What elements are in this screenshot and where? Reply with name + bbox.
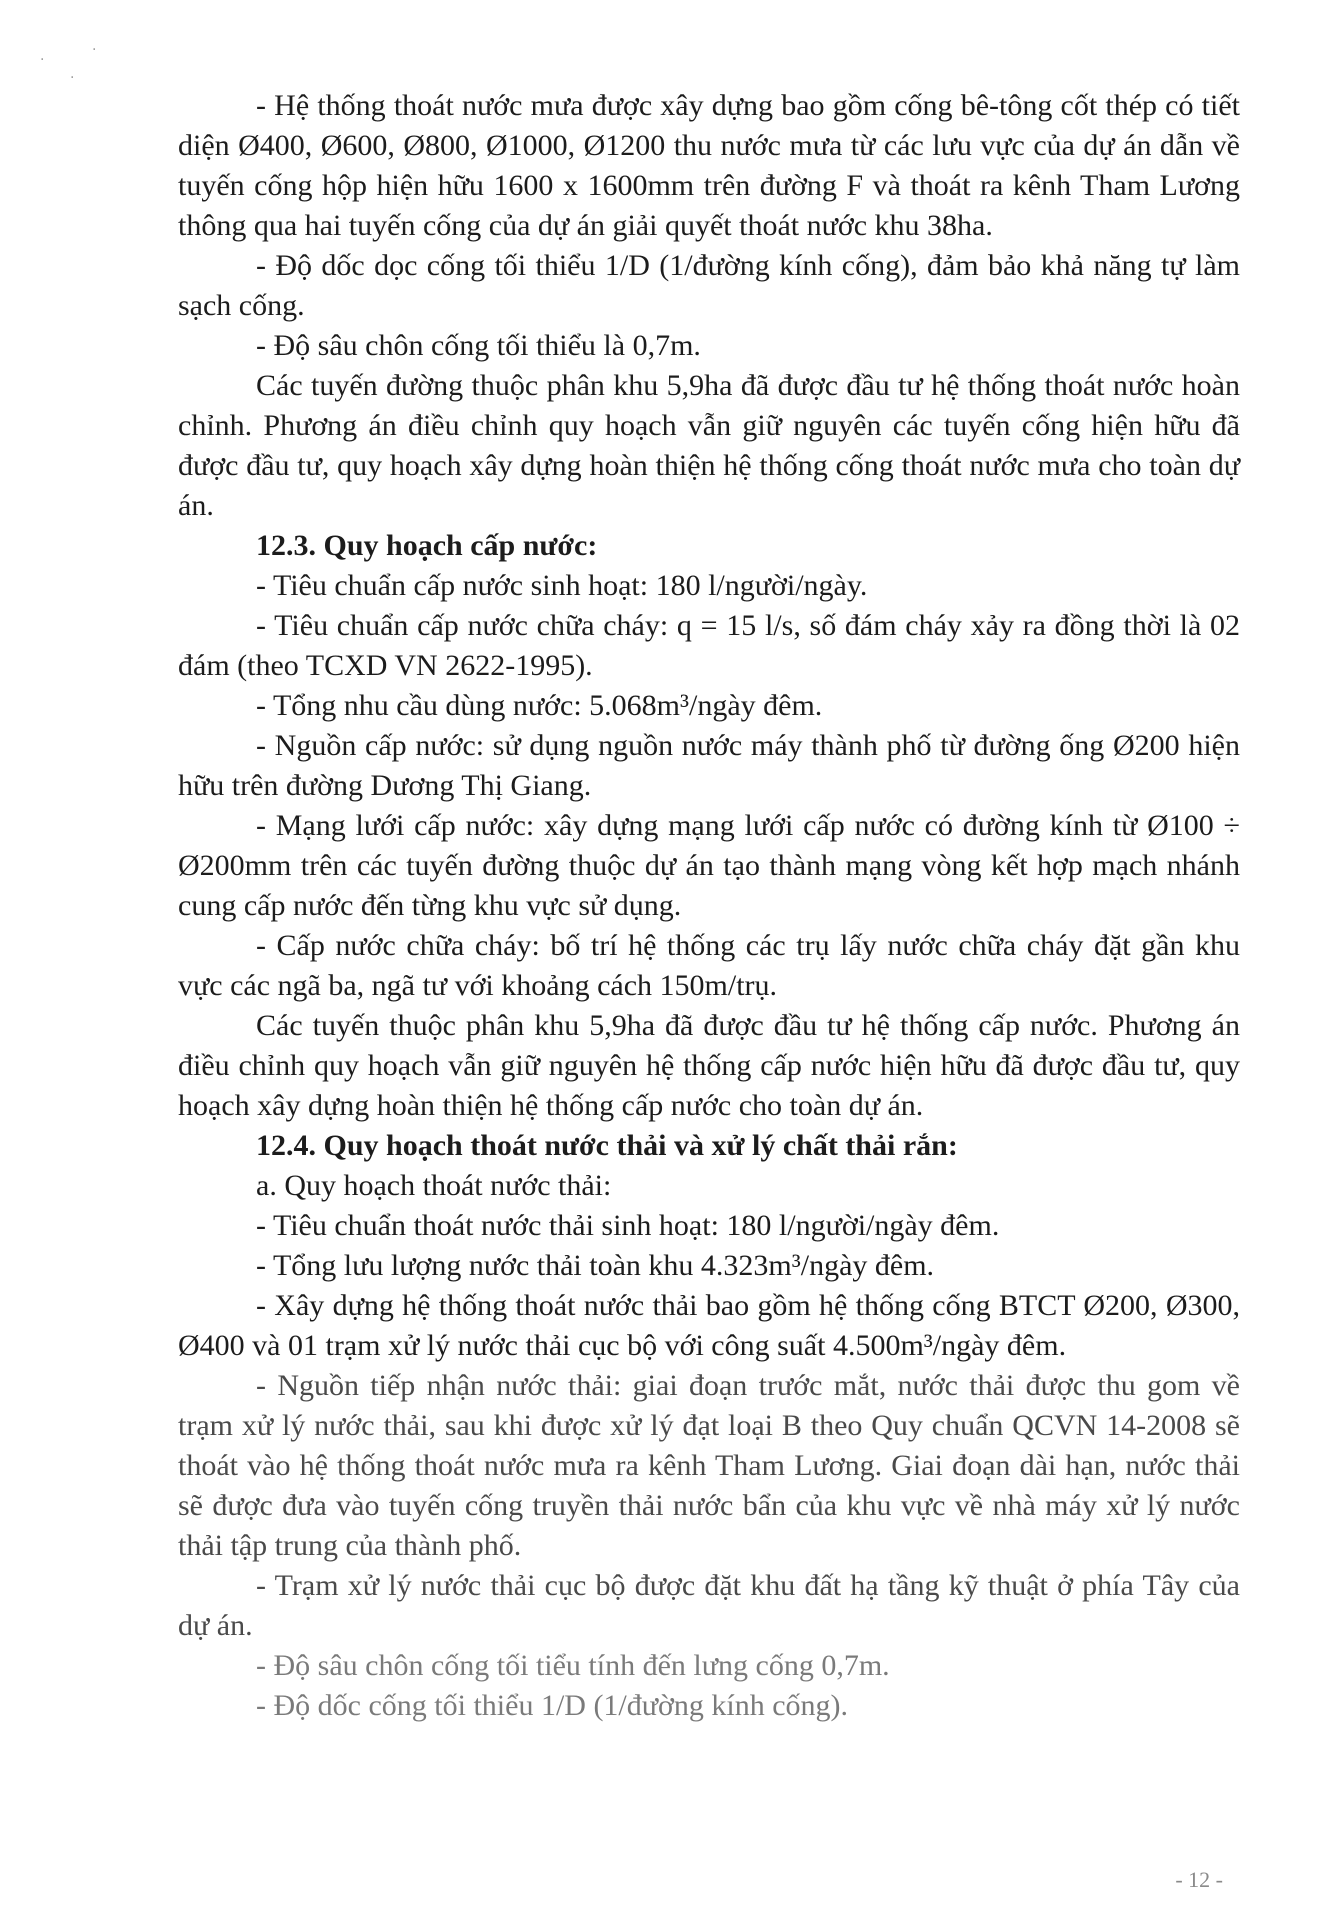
paragraph-drain-depth: - Độ sâu chôn cống tối thiểu là 0,7m. [256, 329, 701, 362]
paragraph-wastewater-receiver: - Nguồn tiếp nhận nước thải: giai đoạn trước mắt, nước thải được thu gom về trạm xử lý nước thải, sau khi được xử lý đạt loại B theo Quy chuẩn QCVN 14-2008 sẽ thoát vào hệ thống thoát nước mưa ra kênh Tham Lương. Giai đoạn dài hạn, nước thải sẽ được đưa vào tuyến cống truyền thải nước bẩn của khu vực về nhà máy xử lý nước thải tập trung của thành phố. [178, 1369, 1240, 1562]
paragraph-firefighting-standard: - Tiêu chuẩn cấp nước chữa cháy: q = 15 l/s, số đám cháy xảy ra đồng thời là 02 đám (theo TCXD VN 2622-1995). [178, 609, 1240, 682]
paragraph-drain-slope: - Độ dốc dọc cống tối thiểu 1/D (1/đường kính cống), đảm bảo khả năng tự làm sạch cống. [178, 249, 1240, 322]
paragraph-domestic-water-standard: - Tiêu chuẩn cấp nước sinh hoạt: 180 l/người/ngày. [256, 569, 868, 602]
paragraph-storm-drain-system: - Hệ thống thoát nước mưa được xây dựng bao gồm cống bê-tông cốt thép có tiết diện Ø400, Ø600, Ø800, Ø1000, Ø1200 thu nước mưa từ các lưu vực của dự án dẫn về tuyến cống hộp hiện hữu 1600 x 1600mm trên đường F và thoát ra kênh Tham Lương thông qua hai tuyến cống của dự án giải quyết thoát nước khu 38ha. [178, 89, 1240, 242]
paragraph-existing-drainage: Các tuyến đường thuộc phân khu 5,9ha đã được đầu tư hệ thống thoát nước hoàn chỉnh. Phương án điều chỉnh quy hoạch vẫn giữ nguyên các tuyến cống hiện hữu đã được đầu tư, quy hoạch xây dựng hoàn thiện hệ thống cống thoát nước mưa cho toàn dự án. [178, 369, 1240, 522]
paragraph-treatment-station: - Trạm xử lý nước thải cục bộ được đặt khu đất hạ tầng kỹ thuật ở phía Tây của dự án. [178, 1569, 1240, 1642]
paragraph-existing-water-supply: Các tuyến thuộc phân khu 5,9ha đã được đầu tư hệ thống cấp nước. Phương án điều chỉnh quy hoạch vẫn giữ nguyên hệ thống cấp nước hiện hữu đã được đầu tư, quy hoạch xây dựng hoàn thiện hệ thống cấp nước cho toàn dự án. [178, 1009, 1240, 1122]
paragraph-wastewater-flow: - Tổng lưu lượng nước thải toàn khu 4.323m³/ngày đêm. [256, 1249, 935, 1282]
document-body [178, 86, 1240, 1726]
paragraph-wastewater-subtitle: a. Quy hoạch thoát nước thải: [256, 1169, 612, 1202]
paragraph-sewer-slope: - Độ dốc cống tối thiểu 1/D (1/đường kính cống). [256, 1689, 849, 1722]
scan-speck: · [70, 70, 75, 86]
scan-speck: · [92, 42, 97, 58]
paragraph-fire-hydrants: - Cấp nước chữa cháy: bố trí hệ thống các trụ lấy nước chữa cháy đặt gần khu vực các ngã ba, ngã tư với khoảng cách 150m/trụ. [178, 929, 1240, 1002]
paragraph-water-network: - Mạng lưới cấp nước: xây dựng mạng lưới cấp nước có đường kính từ Ø100 ÷ Ø200mm trên các tuyến đường thuộc dự án tạo thành mạng vòng kết hợp mạch nhánh cung cấp nước đến từng khu vực sử dụng. [178, 809, 1240, 922]
scan-speck: · [40, 52, 45, 68]
paragraph-wastewater-system: - Xây dựng hệ thống thoát nước thải bao gồm hệ thống cống BTCT Ø200, Ø300, Ø400 và 01 trạm xử lý nước thải cục bộ với công suất 4.500m³/ngày đêm. [178, 1289, 1240, 1362]
heading-wastewater: 12.4. Quy hoạch thoát nước thải và xử lý chất thải rắn: [256, 1129, 958, 1162]
heading-water-supply: 12.3. Quy hoạch cấp nước: [256, 529, 598, 562]
paragraph-wastewater-standard: - Tiêu chuẩn thoát nước thải sinh hoạt: 180 l/người/ngày đêm. [256, 1209, 1000, 1242]
paragraph-sewer-depth: - Độ sâu chôn cống tối tiểu tính đến lưng cống 0,7m. [256, 1649, 890, 1682]
paragraph-water-source: - Nguồn cấp nước: sử dụng nguồn nước máy thành phố từ đường ống Ø200 hiện hữu trên đường Dương Thị Giang. [178, 729, 1240, 802]
page-number: - 12 - [1175, 1867, 1223, 1892]
paragraph-total-water-demand: - Tổng nhu cầu dùng nước: 5.068m³/ngày đêm. [256, 689, 823, 722]
